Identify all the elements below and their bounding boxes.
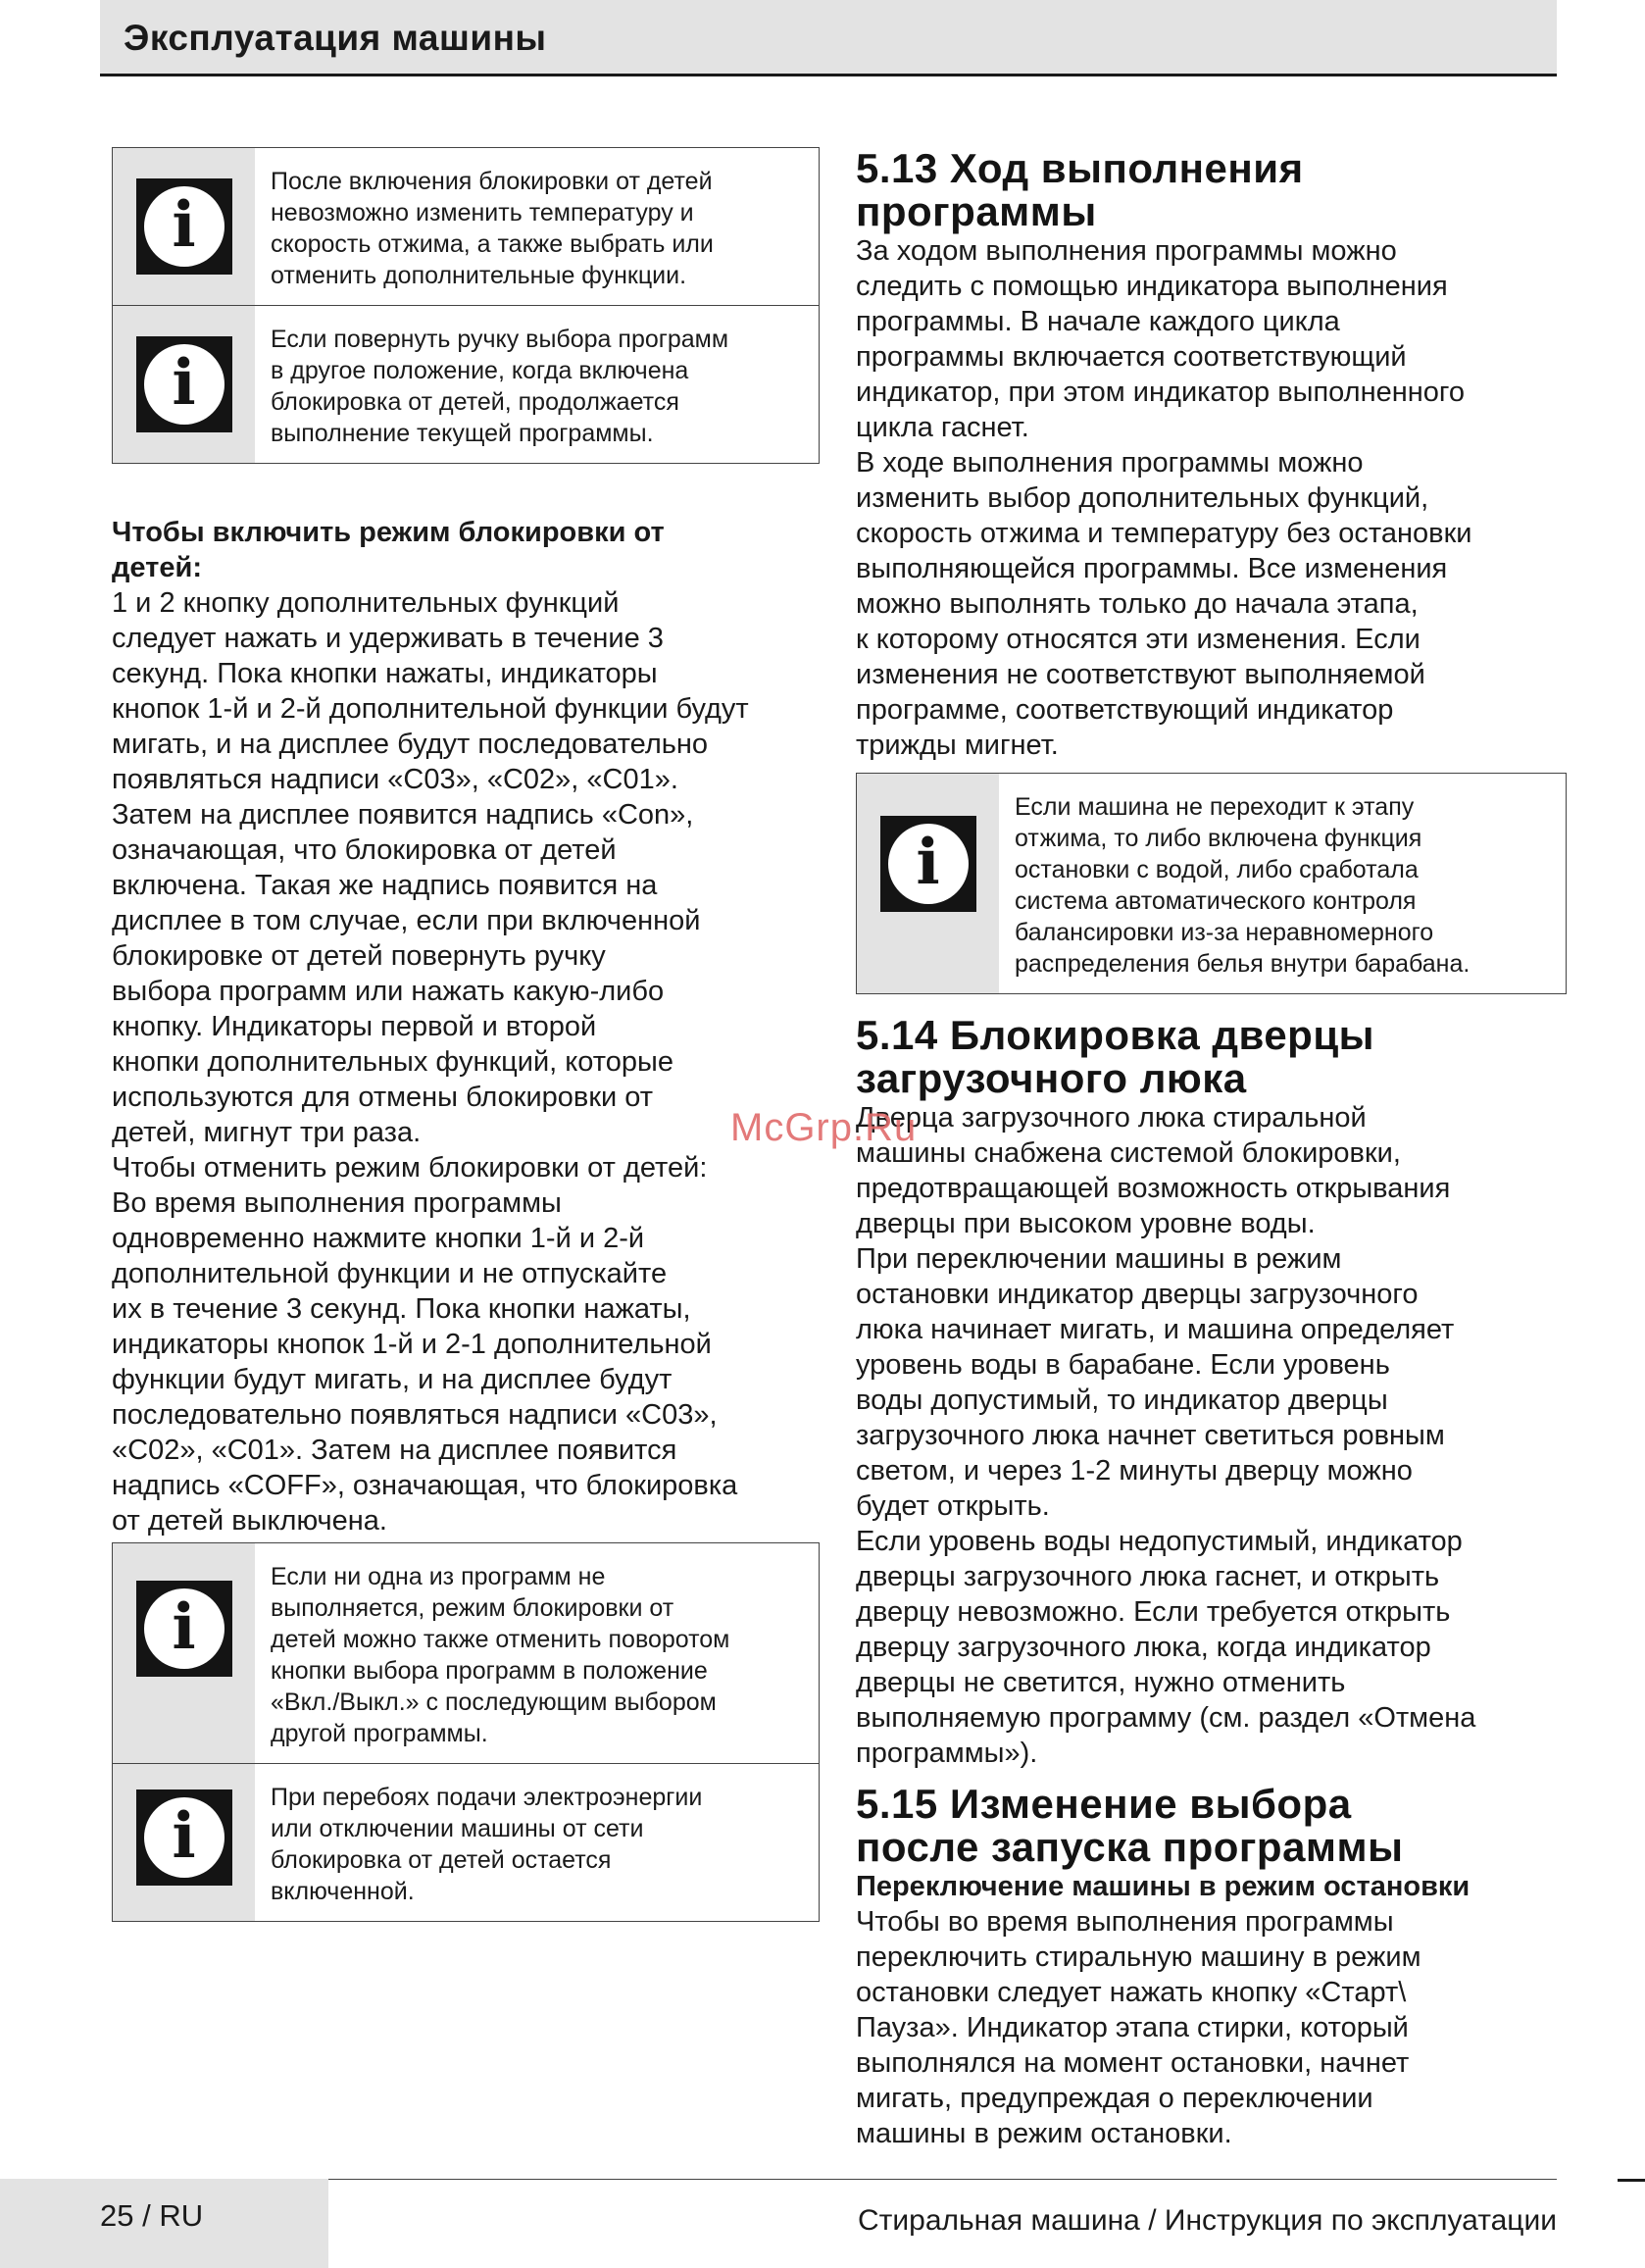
info-note [113,1763,819,1921]
section-title-5-14: 5.14 Блокировка дверцы загрузочного люка [856,1012,1375,1101]
page-header [100,0,1557,76]
footer-title: Стиральная машина / Инструкция по эксплуатации [857,2204,1557,2237]
watermark: McGrp.Ru [730,1106,918,1149]
edge-mark [1618,2179,1645,2182]
note-group-top [112,147,820,464]
enable-child-lock-heading: Чтобы включить режим блокировки от детей: [112,517,665,583]
section-title-5-13: 5.13 Ход выполнения программы [856,145,1304,234]
header-title: Эксплуатация машины [124,18,547,58]
info-icon: i [136,178,232,275]
note-text: При перебоях подачи электроэнергии или отключении машины от сети блокировка от детей остается включенной. [271,1784,703,1905]
section-title-5-15: 5.15 Изменение выбора после запуска программы [856,1781,1404,1870]
note-text: После включения блокировки от детей невозможно изменить температуру и скорость отжима, а также выбрать или отменить дополнительные функции. [271,168,714,289]
note-text: Если ни одна из программ не выполняется, режим блокировки от детей можно также отменить поворотом кнопки выбора программ в положение «Вкл./Выкл.» с последующим выбором другой программы. [271,1563,730,1747]
disable-child-lock-text: Чтобы отменить режим блокировки от детей: Во время выполнения программы одновременно нажмите кнопки 1-й и 2-й дополнительной функции и не отпускайте их в течение 3 секунд. Пока кнопки нажаты, индикаторы кнопок 1-й и 2-1 дополнительной функции будут мигать, и на дисплее будут последовательно появляться надписи «C03», «C02», «C01». Затем на дисплее появится надпись «COFF», означающая, что блокировка от детей выключена. [112,1152,738,1537]
note-group-5-13 [856,773,1567,994]
note-text: Если повернуть ручку выбора программ в другое положение, когда включена блокировка от детей, продолжается выполнение текущей программы. [271,326,729,447]
info-icon: i [880,816,976,912]
note-group-bottom [112,1542,820,1922]
enable-child-lock-text: 1 и 2 кнопку дополнительных функций следует нажать и удерживать в течение 3 секунд. Пока кнопки нажаты, индикаторы кнопок 1-й и 2-й дополнительной функции будут мигать, и на дисплее будут последовательно появляться надписи «C03», «C02», «C01». Затем на дисплее появится надпись «Con», означающая, что блокировка от детей включена. Такая же надпись появится на дисплее в том случае, если при включенной блокировке от детей повернуть ручку выбора программ или нажать какую-либо кнопку. Индикаторы первой и второй кнопки дополнительных функций, которые используются для отмены блокировки от детей, мигнут три раза. [112,587,749,1148]
info-icon: i [136,1581,232,1677]
info-note [113,305,819,463]
section-text-5-15: Чтобы во время выполнения программы переключить стиральную машину в режим остановки следует нажать кнопку «Старт\ Пауза». Индикатор этапа стирки, который выполнялся на момент остановки, начнет мигать, предупреждая о переключении машины в режим остановки. [856,1906,1421,2149]
section-text-5-13: За ходом выполнения программы можно следить с помощью индикатора выполнения программы. В начале каждого цикла программы включается соответствующий индикатор, при этом индикатор выполненного цикла гаснет. В ходе выполнения программы можно изменить выбор дополнительных функций, скорость отжима и температуру без остановки выполняющейся программы. Все изменения можно выполнять только до начала этапа, к которому относятся эти изменения. Если изменения не соответствуют выполняемой программе, соответствующий индикатор трижды мигнет. [856,235,1472,761]
left-column [112,147,820,1922]
info-note [857,774,1566,993]
section-subtitle-5-15: Переключение машины в режим остановки [856,1871,1471,1902]
info-icon: i [136,336,232,432]
footer-divider [328,2179,1557,2180]
info-note [113,1543,819,1763]
note-text: Если машина не переходит к этапу отжима, то либо включена функция остановки с водой, либо сработала система автоматического контроля балансировки из-за неравномерного распределения белья внутри барабана. [1015,793,1471,978]
info-icon: i [136,1789,232,1886]
section-text-5-14: Дверца загрузочного люка стиральной машины снабжена системой блокировки, предотвращающей возможность открывания дверцы при высоком уровне воды. При переключении машины в режим остановки индикатор дверцы загрузочного люка начинает мигать, и машина определяет уровень воды в барабане. Если уровень воды допустимый, то индикатор дверцы загрузочного люка начнет светиться ровным светом, и через 1-2 минуты дверцу можно будет открыть. Если уровень воды недопустимый, индикатор дверцы загрузочного люка гаснет, и открыть дверцу невозможно. Если требуется открыть дверцу загрузочного люка, когда индикатор дверцы не светится, нужно отменить выполняемую программу (см. раздел «Отмена программы»). [856,1102,1476,1769]
page-number: 25 / RU [100,2198,204,2233]
right-column [856,147,1567,2151]
info-note [113,148,819,305]
